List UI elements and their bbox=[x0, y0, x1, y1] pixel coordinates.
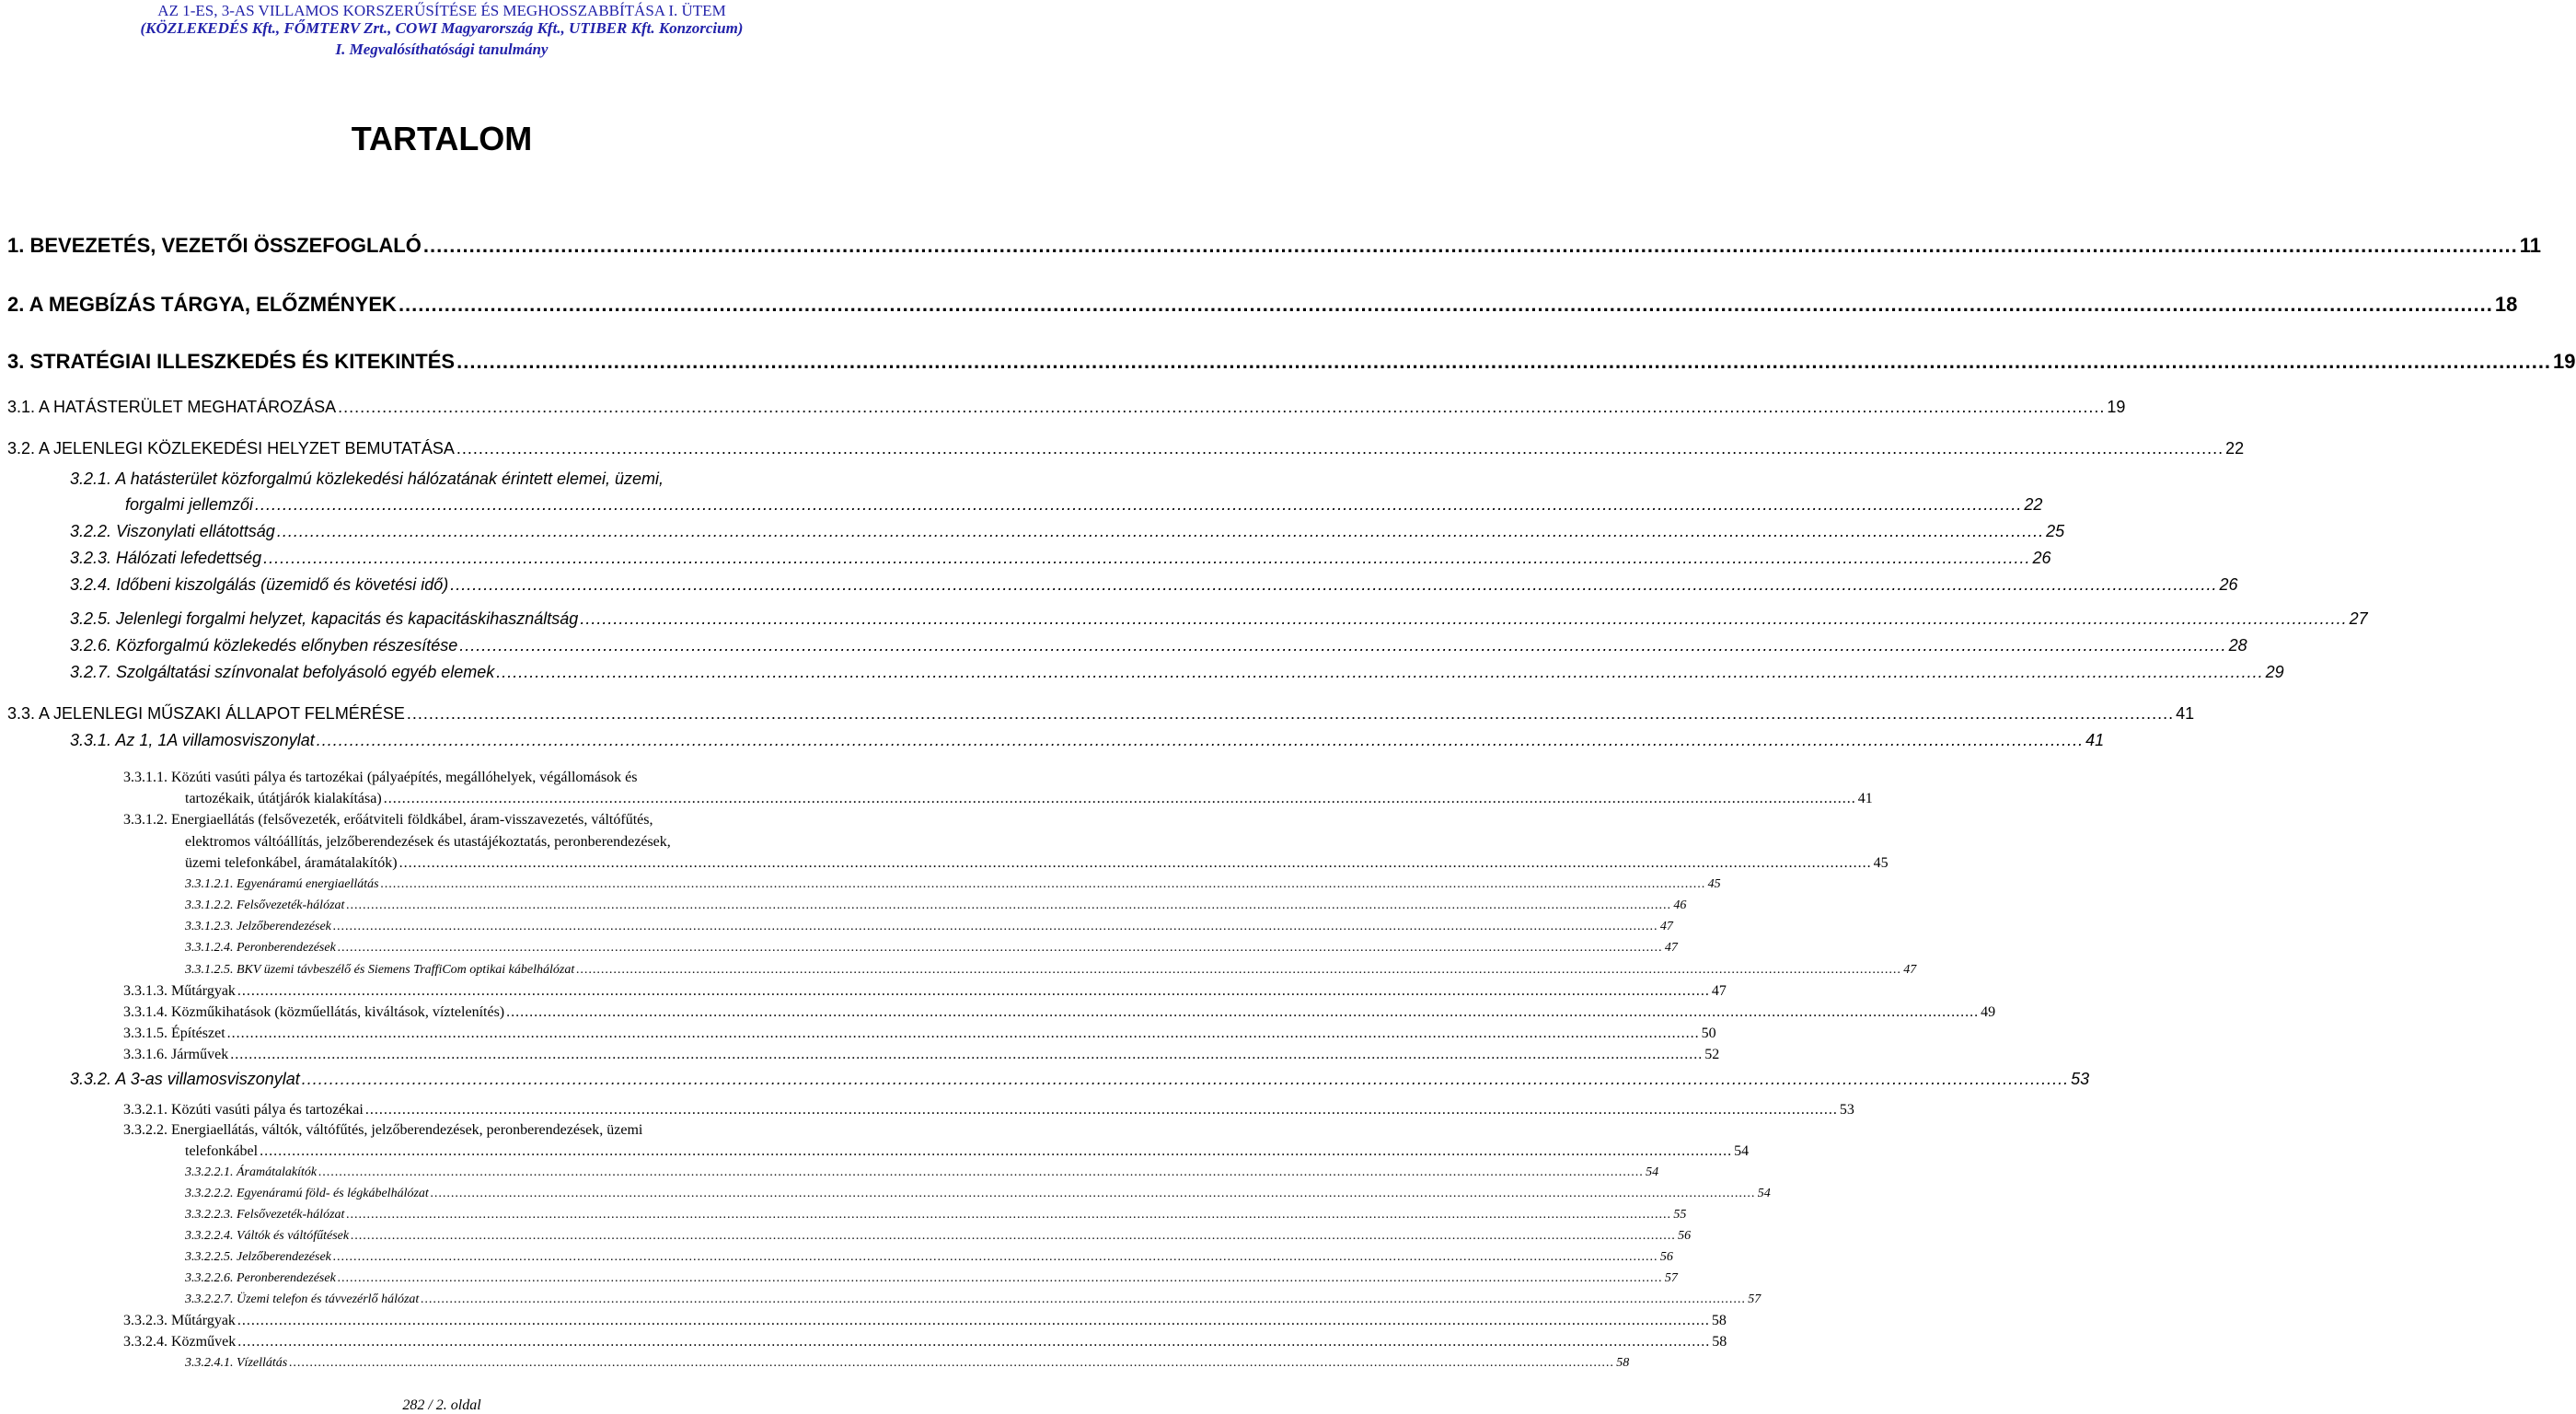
toc-entry[interactable] bbox=[185, 1143, 1750, 1160]
toc-leader bbox=[506, 1004, 1979, 1021]
toc-entry-page: 58 bbox=[1711, 1313, 1727, 1328]
toc-entry[interactable] bbox=[185, 898, 1687, 913]
toc-entry-page: 47 bbox=[1659, 920, 1673, 933]
toc-entry-page: 55 bbox=[1673, 1208, 1687, 1222]
toc-entry[interactable] bbox=[185, 1271, 1678, 1286]
toc-entry-page: 41 bbox=[1857, 791, 1873, 806]
toc-entry-label: 3.3.1. Az 1, 1A villamosviszonylat bbox=[70, 731, 315, 749]
toc-leader bbox=[255, 495, 2022, 515]
toc-entry[interactable] bbox=[7, 704, 2195, 724]
toc-entry-page: 53 bbox=[1839, 1102, 1854, 1118]
toc-entry-label: 3.1. A HATÁSTERÜLET MEGHATÁROZÁSA bbox=[7, 398, 337, 416]
toc-entry-label: 3.3.2.4. Közművek bbox=[123, 1334, 237, 1350]
toc-entry-label: 3.2.3. Hálózati lefedettség bbox=[70, 549, 262, 567]
toc-entry-label: 3.3.2.4.1. Vízellátás bbox=[185, 1356, 288, 1370]
toc-entry[interactable] bbox=[185, 941, 1678, 956]
toc-entry-page: 56 bbox=[1678, 1229, 1692, 1243]
toc-entry-page: 22 bbox=[2024, 495, 2043, 514]
toc-leader bbox=[421, 1292, 1746, 1307]
toc-entry-label: 3.2.4. Időbeni kiszolgálás (üzemidő és követési idő) bbox=[70, 575, 449, 594]
toc-entry[interactable] bbox=[185, 791, 1873, 807]
toc-leader bbox=[399, 293, 2493, 317]
toc-entry-label: 3.3.2.2.1. Áramátalakítók bbox=[185, 1165, 318, 1179]
toc-entry-page: 22 bbox=[2225, 439, 2245, 458]
toc-entry-label: 3. STRATÉGIAI ILLESZKEDÉS ÉS KITEKINTÉS bbox=[7, 350, 456, 373]
toc-entry[interactable] bbox=[123, 1004, 1996, 1021]
toc-entry-label: 1. BEVEZETÉS, VEZETŐI ÖSSZEFOGLALÓ bbox=[7, 234, 422, 257]
toc-leader bbox=[333, 920, 1658, 934]
page-footer: 282 / 2. oldal bbox=[402, 1397, 481, 1413]
toc-entry-label-continued: üzemi telefonkábel, áramátalakítók) bbox=[185, 855, 398, 871]
toc-leader bbox=[456, 439, 2224, 458]
toc-leader bbox=[260, 1143, 1732, 1160]
toc-entry-label: 3.3.2.2. Energiaellátás, váltók, váltófűtés, jelzőberendezések, peronberendezések, üzemi bbox=[123, 1122, 643, 1138]
toc-entry-label: 3.3.1.2.4. Peronberendezések bbox=[185, 941, 336, 955]
toc-entry-label: 3.2.7. Szolgáltatási színvonalat befolyásoló egyéb elemek bbox=[70, 663, 495, 681]
toc-entry[interactable] bbox=[123, 1047, 1720, 1063]
toc-leader bbox=[399, 855, 1872, 872]
toc-leader bbox=[431, 1187, 1756, 1201]
toc-entry[interactable] bbox=[7, 398, 2126, 417]
toc-entry-label: 3.2.2. Viszonylati ellátottság bbox=[70, 522, 275, 540]
toc-leader bbox=[576, 963, 1901, 978]
toc-leader bbox=[237, 983, 1710, 1000]
toc-entry-page: 47 bbox=[1903, 963, 1917, 977]
toc-leader bbox=[496, 663, 2263, 682]
toc-leader bbox=[338, 398, 2105, 417]
page-title: TARTALOM bbox=[351, 120, 533, 157]
toc-entry-label: 3.3.1.6. Járművek bbox=[123, 1047, 229, 1062]
toc-entry-page: 41 bbox=[2085, 731, 2105, 749]
toc-entry-label-continued: forgalmi jellemzői bbox=[125, 495, 254, 514]
header-line-3: I. Megvalósíthatósági tanulmány bbox=[335, 41, 549, 58]
toc-entry-label: 3.2. A JELENLEGI KÖZLEKEDÉSI HELYZET BEMUTATÁSA bbox=[7, 439, 455, 458]
toc-entry-label: 3.3. A JELENLEGI MŰSZAKI ÁLLAPOT FELMÉRÉSE bbox=[7, 704, 405, 723]
toc-entry[interactable] bbox=[185, 1292, 1762, 1307]
toc-leader bbox=[338, 941, 1663, 956]
toc-entry[interactable] bbox=[185, 855, 1889, 872]
toc-entry[interactable] bbox=[123, 1334, 1727, 1350]
toc-entry-label: 3.3.2.2.2. Egyenáramú föld- és légkábelhálózat bbox=[185, 1187, 429, 1200]
toc-leader bbox=[277, 522, 2044, 541]
toc-entry-page: 46 bbox=[1673, 898, 1687, 912]
toc-entry[interactable] bbox=[70, 1070, 2090, 1089]
toc-entry-page: 27 bbox=[2349, 609, 2368, 628]
toc-leader bbox=[365, 1102, 1838, 1118]
toc-entry[interactable] bbox=[7, 350, 2576, 374]
toc-entry[interactable] bbox=[123, 1102, 1854, 1118]
toc-entry-page: 54 bbox=[1757, 1187, 1771, 1200]
toc-entry[interactable] bbox=[70, 731, 2105, 750]
toc-entry[interactable] bbox=[185, 1165, 1659, 1180]
toc-entry-label: 3.3.1.2.1. Egyenáramú energiaellátás bbox=[185, 877, 379, 891]
toc-entry[interactable] bbox=[7, 293, 2518, 317]
toc-entry[interactable] bbox=[70, 549, 2051, 568]
toc-entry-label: 3.2.6. Közforgalmú közlekedés előnyben részesítése bbox=[70, 636, 458, 655]
toc-entry-page: 11 bbox=[2519, 234, 2542, 257]
header-line-1: AZ 1-ES, 3-AS VILLAMOS KORSZERŰSÍTÉSE ÉS MEGHOSSZABBÍTÁSA I. ÜTEM bbox=[157, 2, 726, 19]
toc-entry[interactable] bbox=[70, 609, 2368, 629]
toc-entry-page: 29 bbox=[2265, 663, 2284, 681]
toc-entry-label: 2. A MEGBÍZÁS TÁRGYA, ELŐZMÉNYEK bbox=[7, 293, 397, 316]
toc-entry-page: 53 bbox=[2071, 1070, 2090, 1088]
toc-leader bbox=[230, 1047, 1703, 1063]
toc-leader bbox=[302, 1070, 2069, 1089]
toc-entry-label-continued: tartozékaik, útátjárók kialakítása) bbox=[185, 791, 382, 806]
toc-entry-page: 26 bbox=[2032, 549, 2051, 567]
toc-entry-page: 25 bbox=[2046, 522, 2065, 540]
header-line-2: (KÖZLEKEDÉS Kft., FŐMTERV Zrt., COWI Magyarország Kft., UTIBER Kft. Konzorcium) bbox=[140, 19, 744, 37]
toc-entry[interactable] bbox=[123, 1313, 1727, 1329]
toc-leader bbox=[580, 609, 2347, 629]
toc-entry-page: 18 bbox=[2494, 293, 2518, 316]
toc-entry-label: 3.3.1.2.5. BKV üzemi távbeszélő és Siemens TraffiCom optikai kábelhálózat bbox=[185, 963, 575, 977]
toc-entry[interactable] bbox=[70, 575, 2238, 595]
toc-entry-page: 57 bbox=[1748, 1292, 1762, 1306]
toc-leader bbox=[423, 234, 2518, 258]
toc-entry-label: 3.3.2.2.5. Jelzőberendezések bbox=[185, 1250, 331, 1264]
toc-entry-label: 3.3.1.3. Műtárgyak bbox=[123, 983, 236, 999]
toc-entry[interactable] bbox=[185, 1356, 1630, 1371]
toc-entry-label: 3.3.2.2.7. Üzemi telefon és távvezérlő hálózat bbox=[185, 1292, 420, 1306]
toc-entry[interactable] bbox=[70, 522, 2065, 541]
toc-leader bbox=[384, 791, 1856, 807]
toc-leader bbox=[289, 1356, 1614, 1371]
toc-entry[interactable] bbox=[123, 983, 1727, 1000]
toc-entry-page: 54 bbox=[1734, 1143, 1750, 1159]
toc-entry-label: 3.3.2. A 3-as villamosviszonylat bbox=[70, 1070, 300, 1088]
toc-entry-label: 3.3.2.1. Közúti vasúti pálya és tartozékai bbox=[123, 1102, 364, 1118]
toc-entry[interactable] bbox=[70, 663, 2284, 682]
toc-entry-page: 47 bbox=[1664, 941, 1678, 955]
toc-entry-page: 26 bbox=[2219, 575, 2238, 594]
toc-entry-page: 50 bbox=[1701, 1026, 1716, 1041]
toc-entry-page: 56 bbox=[1659, 1250, 1673, 1264]
toc-entry-label-continued: elektromos váltóállítás, jelzőberendezések és utastájékoztatás, peronberendezések, bbox=[185, 834, 671, 850]
toc-leader bbox=[237, 1334, 1710, 1350]
toc-entry-label: 3.3.1.2. Energiaellátás (felsővezeték, erőátviteli földkábel, áram-visszavezetés, váltófűtés, bbox=[123, 812, 653, 828]
toc-leader bbox=[227, 1026, 1700, 1042]
toc-entry[interactable] bbox=[185, 920, 1673, 934]
toc-leader bbox=[459, 636, 2226, 655]
toc-entry[interactable] bbox=[185, 963, 1917, 978]
toc-leader bbox=[346, 898, 1671, 913]
toc-leader bbox=[318, 1165, 1644, 1180]
toc-entry[interactable] bbox=[185, 1187, 1771, 1201]
toc-entry-page: 57 bbox=[1664, 1271, 1678, 1285]
toc-entry-label-continued: telefonkábel bbox=[185, 1143, 259, 1159]
toc-leader bbox=[407, 704, 2174, 724]
toc-entry[interactable] bbox=[7, 234, 2542, 258]
toc-entry-page: 19 bbox=[2553, 350, 2576, 373]
toc-entry-page: 54 bbox=[1646, 1165, 1659, 1179]
toc-entry-page: 47 bbox=[1711, 983, 1727, 999]
toc-leader bbox=[333, 1250, 1658, 1265]
toc-entry-label: 3.3.1.5. Építészet bbox=[123, 1026, 225, 1041]
toc-leader bbox=[263, 549, 2030, 568]
toc-leader bbox=[456, 350, 2551, 374]
toc-entry-page: 41 bbox=[2176, 704, 2195, 723]
toc-entry-label: 3.3.2.2.4. Váltók és váltófűtések bbox=[185, 1229, 350, 1243]
toc-entry[interactable] bbox=[185, 1208, 1687, 1223]
toc-leader bbox=[346, 1208, 1671, 1223]
toc-entry[interactable] bbox=[185, 877, 1721, 892]
toc-entry-page: 49 bbox=[1981, 1004, 1996, 1020]
toc-entry-label: 3.3.1.1. Közúti vasúti pálya és tartozékai (pályaépítés, megállóhelyek, végállomások és bbox=[123, 770, 638, 785]
toc-entry-label: 3.3.2.3. Műtárgyak bbox=[123, 1313, 236, 1328]
toc-entry[interactable] bbox=[185, 1229, 1692, 1244]
toc-leader bbox=[237, 1313, 1710, 1329]
toc-entry[interactable] bbox=[125, 495, 2043, 515]
toc-entry[interactable] bbox=[70, 636, 2247, 655]
toc-entry-label: 3.2.1. A hatásterület közforgalmú közlekedési hálózatának érintett elemei, üzemi, bbox=[70, 469, 664, 488]
toc-entry-page: 58 bbox=[1712, 1334, 1727, 1350]
toc-entry[interactable] bbox=[7, 439, 2245, 458]
toc-leader bbox=[338, 1271, 1663, 1286]
toc-leader bbox=[450, 575, 2217, 595]
toc-entry-label: 3.3.2.2.3. Felsővezeték-hálózat bbox=[185, 1208, 345, 1222]
toc-entry-page: 52 bbox=[1704, 1047, 1720, 1062]
toc-entry[interactable] bbox=[123, 1026, 1716, 1042]
toc-entry-page: 45 bbox=[1873, 855, 1889, 871]
toc-leader bbox=[317, 731, 2084, 750]
toc-entry-page: 28 bbox=[2228, 636, 2247, 655]
toc-entry-page: 45 bbox=[1707, 877, 1721, 891]
toc-entry-label: 3.3.2.2.6. Peronberendezések bbox=[185, 1271, 336, 1285]
toc-entry-label: 3.2.5. Jelenlegi forgalmi helyzet, kapacitás és kapacitáskihasználtság bbox=[70, 609, 579, 628]
toc-entry-label: 3.3.1.2.2. Felsővezeték-hálózat bbox=[185, 898, 345, 912]
toc-entry-page: 19 bbox=[2107, 398, 2126, 416]
toc-leader bbox=[351, 1229, 1676, 1244]
toc-entry[interactable] bbox=[185, 1250, 1673, 1265]
toc-entry-page: 58 bbox=[1616, 1356, 1630, 1370]
toc-entry-label: 3.3.1.2.3. Jelzőberendezések bbox=[185, 920, 331, 933]
toc-entry-label: 3.3.1.4. Közműkihatások (közműellátás, kiváltások, víztelenítés) bbox=[123, 1004, 505, 1020]
toc-leader bbox=[381, 877, 1706, 892]
